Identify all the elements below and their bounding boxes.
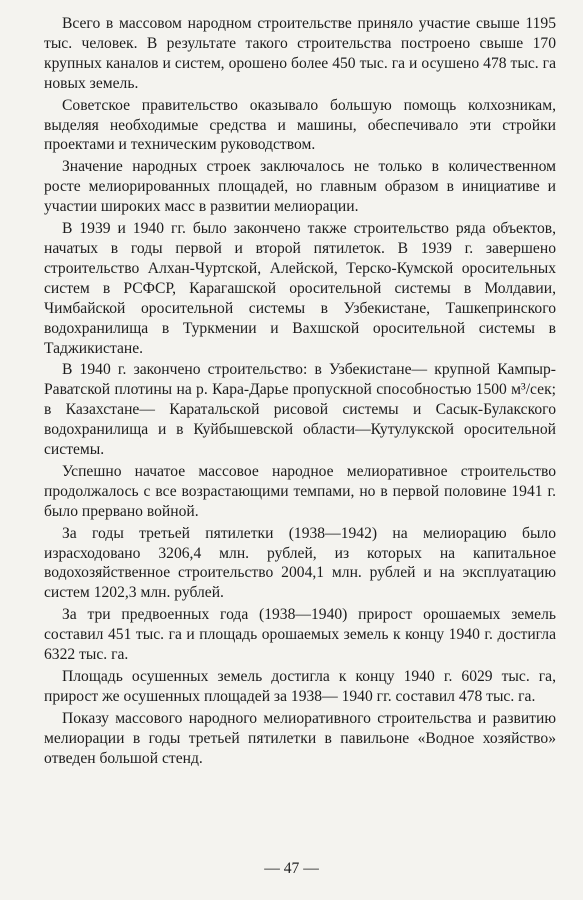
paragraph-government-help: Советское правительство оказывало большую помощь колхозникам, выделяя необходимые средства и машины, обеспечивало эти стройки проектами и техническим руководством. — [44, 96, 556, 154]
paragraph-exhibit-stand: Показу массового народного мелиоративного строительства и развитию мелиорации в годы третьей пятилетки в павильоне «Водное хозяйство» отведен большой стенд. — [44, 709, 556, 767]
paragraph-1940-construction: В 1940 г. закончено строительство: в Узбекистане— крупной Кампыр-Раватской плотины на р. Кара-Дарье пропускной способностью 1500 м³/сек; в Казахстане— Каратальской рисовой системы и Сасык-Булакского водохранилища и в Куйбышевской области—Кутулукской оросительной системы. — [44, 361, 556, 459]
paragraph-drained-land: Площадь осушенных земель достигла к концу 1940 г. 6029 тыс. га, прирост же осушенных площадей за 1938— 1940 гг. составил 478 тыс. га. — [44, 668, 556, 705]
paragraph-war-interruption: Успешно начатое массовое народное мелиоративное строительство продолжалось с все возрастающими темпами, но в первой половине 1941 г. было прервано войной. — [44, 462, 556, 520]
paragraph-significance: Значение народных строек заключалось не только в количественном росте мелиорированных площадей, но главным образом в инициативе и участии широких масс в развитии мелиорации. — [44, 158, 556, 216]
paragraph-expenditure: За годы третьей пятилетки (1938—1942) на мелиорацию было израсходовано 3206,4 млн. рублей, из которых на капитальное водохозяйственное строительство 2004,1 млн. рублей и на эксплуатацию систем 1202,3 млн. рублей. — [44, 524, 556, 602]
paragraph-irrigated-land: За три предвоенных года (1938—1940) прирост орошаемых земель составил 451 тыс. га и площадь орошаемых земель к концу 1940 г. достигла 6322 тыс. га. — [44, 606, 556, 664]
paragraph-participants: Всего в массовом народном строительстве приняло участие свыше 1195 тыс. человек. В результате такого строительства построено свыше 170 крупных каналов и систем, орошено более 450 тыс. га и осушено 478 тыс. га новых земель. — [44, 15, 556, 92]
page-number: — 47 — — [264, 860, 319, 877]
page-body — [44, 14, 556, 769]
paragraph-1939-construction: В 1939 и 1940 гг. было закончено также строительство ряда объектов, начатых в годы первой и второй пятилеток. В 1939 г. завершено строительство Алхан-Чуртской, Алейской, Терско-Кумской оросительных систем в РСФСР, Карагашской оросительной системы в Молдавии, Чимбайской оросительной системы в Узбекистане, Ташкепринского водохранилища в Туркмении и Вахшской оросительной системы в Таджикистане. — [44, 220, 556, 357]
